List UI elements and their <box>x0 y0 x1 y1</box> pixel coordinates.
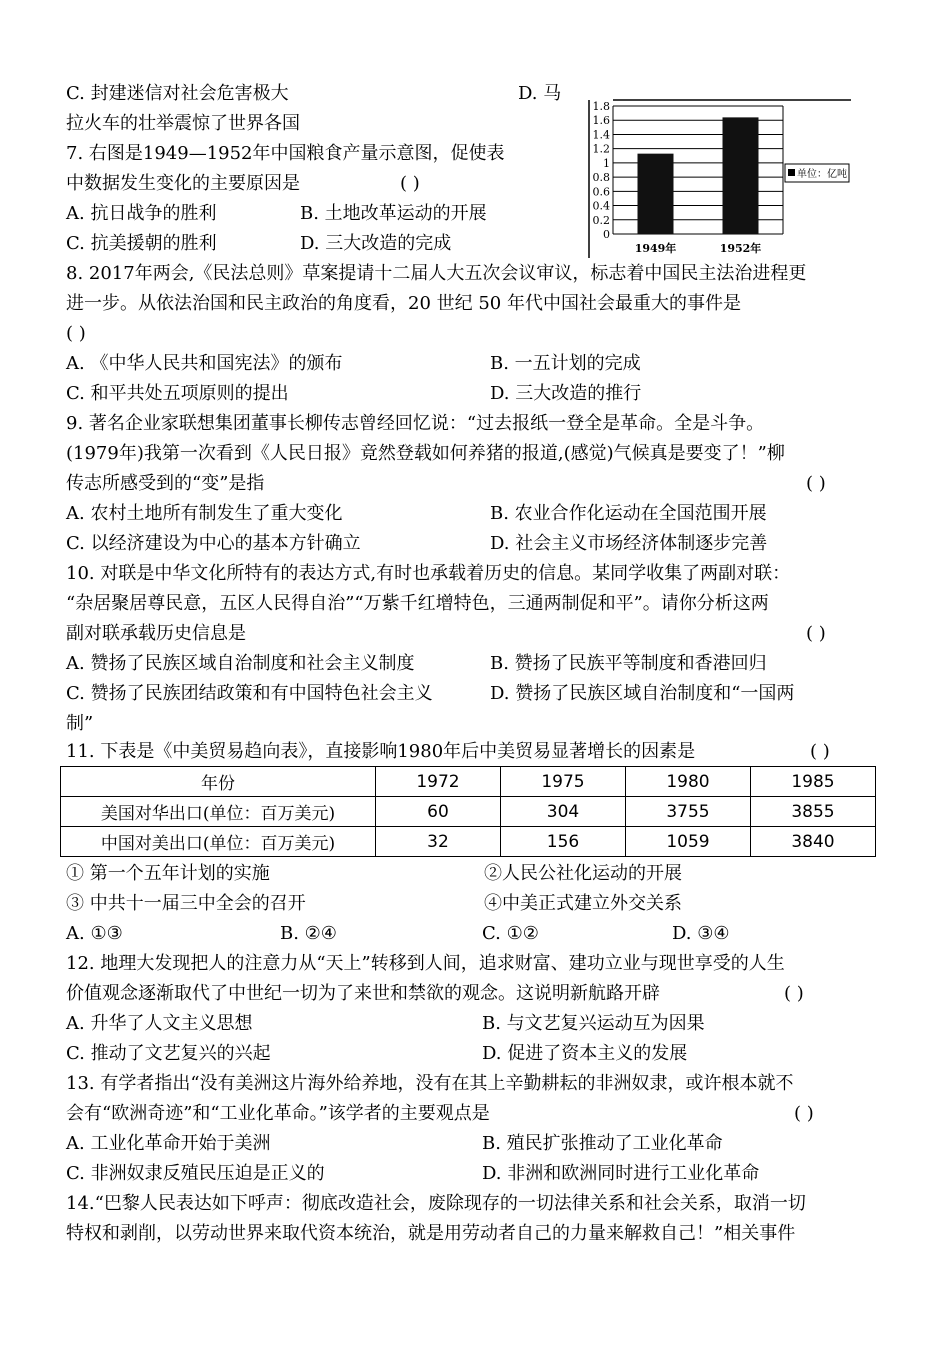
question-7-stem-cont: 中数据发生变化的主要原因是 <box>66 173 300 194</box>
table-header-cell: 1972 <box>376 767 501 797</box>
question-12-option-b: B. 与文艺复兴运动互为因果 <box>482 1013 705 1034</box>
chart-legend-label: 单位：亿吨 <box>797 169 847 180</box>
trade-table <box>60 766 876 857</box>
question-11-option-a: A. ①③ <box>66 923 123 944</box>
chart-x-tick-label: 1952年 <box>719 242 762 255</box>
table-header-cell: 1980 <box>626 767 751 797</box>
chart-y-tick-label: 0.2 <box>592 213 610 227</box>
question-14-stem-cont: 特权和剥削，以劳动世界来取代资本统治，就是用劳动者自己的力量来解救自己！”相关事件 <box>66 1223 796 1244</box>
question-7-option-a: A. 抗日战争的胜利 <box>66 203 217 224</box>
question-13-stem: 13. 有学者指出“没有美洲这片海外给养地，没有在其上辛勤耕耘的非洲奴隶，或许根本就不 <box>66 1073 794 1094</box>
question-10-stem: 10. 对联是中华文化所特有的表达方式,有时也承载着历史的信息。某同学收集了两副对联： <box>66 563 791 584</box>
question-9-option-a: A. 农村土地所有制发生了重大变化 <box>66 503 343 524</box>
chart-y-tick-label: 1 <box>603 156 610 170</box>
chart-y-tick-label: 0.4 <box>592 199 610 213</box>
question-11-item-4: ④中美正式建立外交关系 <box>484 893 682 914</box>
question-12-option-a: A. 升华了人文主义思想 <box>66 1013 253 1034</box>
question-9-option-d: D. 社会主义市场经济体制逐步完善 <box>490 533 768 554</box>
question-9-stem-end: 传志所感受到的“变”是指 <box>66 473 265 494</box>
table-cell: 美国对华出口(单位：百万美元) <box>61 797 376 827</box>
question-10-option-b: B. 赞扬了民族平等制度和香港回归 <box>490 653 767 674</box>
table-cell: 304 <box>501 797 626 827</box>
question-11-option-c: C. ①② <box>482 923 539 944</box>
option-d-prev: D. 马 <box>518 83 562 104</box>
question-10-option-d: D. 赞扬了民族区域自治制度和“一国两 <box>490 683 795 704</box>
question-10-couplets: “杂居聚居尊民意，五区人民得自治”“万紫千红增特色，三通两制促和平”。请你分析这两 <box>66 593 769 614</box>
table-cell: 156 <box>501 827 626 857</box>
table-cell: 3840 <box>751 827 876 857</box>
answer-blank-7: ( ) <box>400 173 420 194</box>
question-11-option-b: B. ②④ <box>280 923 337 944</box>
table-cell: 60 <box>376 797 501 827</box>
chart-bar <box>638 154 674 234</box>
question-8-stem: 8. 2017年两会,《民法总则》草案提请十二届人大五次会议审议，标志着中国民主法治进程更 <box>66 263 807 284</box>
answer-blank-11: ( ) <box>810 741 830 762</box>
question-12-stem-cont: 价值观念逐渐取代了中世纪一切为了来世和禁欲的观念。这说明新航路开辟 <box>66 983 660 1004</box>
question-14-stem: 14.“巴黎人民表达如下呼声：彻底改造社会，废除现存的一切法律关系和社会关系，取消一切 <box>66 1193 806 1214</box>
table-cell: 1059 <box>626 827 751 857</box>
answer-blank-12: ( ) <box>784 983 804 1004</box>
question-9-stem-cont: (1979年)我第一次看到《人民日报》竟然登载如何养猪的报道,(感觉)气候真是要变了！”柳 <box>66 443 785 464</box>
question-12-option-c: C. 推动了文艺复兴的兴起 <box>66 1043 271 1064</box>
chart-y-tick-label: 0.6 <box>592 185 610 199</box>
question-9-option-b: B. 农业合作化运动在全国范围开展 <box>490 503 767 524</box>
table-header-row <box>61 767 876 797</box>
question-8-option-a: A. 《中华人民共和国宪法》的颁布 <box>66 353 343 374</box>
question-10-stem-end: 副对联承载历史信息是 <box>66 623 246 644</box>
chart-y-tick-label: 1.6 <box>592 114 610 128</box>
chart-y-tick-label: 1.2 <box>592 142 610 156</box>
table-header-cell: 1975 <box>501 767 626 797</box>
question-7-option-c: C. 抗美援朝的胜利 <box>66 233 217 254</box>
question-9-stem: 9. 著名企业家联想集团董事长柳传志曾经回忆说：“过去报纸一登全是革命。全是斗争。 <box>66 413 765 434</box>
table-cell: 3855 <box>751 797 876 827</box>
chart-legend-swatch <box>788 169 795 176</box>
question-8-option-c: C. 和平共处五项原则的提出 <box>66 383 289 404</box>
grain-production-chart <box>585 98 853 262</box>
question-13-option-d: D. 非洲和欧洲同时进行工业化革命 <box>482 1163 760 1184</box>
chart-y-tick-label: 1.8 <box>592 100 610 113</box>
answer-blank-10: ( ) <box>806 623 826 644</box>
table-cell: 3755 <box>626 797 751 827</box>
answer-blank-13: ( ) <box>794 1103 814 1124</box>
question-13-stem-cont: 会有“欧洲奇迹”和“工业化革命。”该学者的主要观点是 <box>66 1103 490 1124</box>
question-10-option-a: A. 赞扬了民族区域自治制度和社会主义制度 <box>66 653 415 674</box>
question-13-option-a: A. 工业化革命开始于美洲 <box>66 1133 271 1154</box>
question-12-stem: 12. 地理大发现把人的注意力从“天上”转移到人间，追求财富、建功立业与现世享受的人生 <box>66 953 785 974</box>
question-11-item-3: ③ 中共十一届三中全会的召开 <box>66 893 306 914</box>
question-7-option-d: D. 三大改造的完成 <box>300 233 452 254</box>
question-10-option-c: C. 赞扬了民族团结政策和有中国特色社会主义 <box>66 683 433 704</box>
question-10-option-d-cont: 制” <box>66 713 94 734</box>
answer-blank-9: ( ) <box>806 473 826 494</box>
answer-blank-8: ( ) <box>66 323 86 344</box>
option-7c-prev: C. 封建迷信对社会危害极大 <box>66 83 289 104</box>
chart-x-tick-label: 1949年 <box>634 242 677 255</box>
table-row <box>61 827 876 857</box>
chart-y-tick-label: 1.4 <box>592 128 610 142</box>
table-header-cell: 1985 <box>751 767 876 797</box>
question-11-stem: 11. 下表是《中美贸易趋向表》，直接影响1980年后中美贸易显著增长的因素是 <box>66 741 696 762</box>
table-header-cell: 年份 <box>61 767 376 797</box>
table-row <box>61 797 876 827</box>
question-8-option-b: B. 一五计划的完成 <box>490 353 641 374</box>
option-d-prev-cont: 拉火车的壮举震惊了世界各国 <box>66 113 300 134</box>
question-7-option-b: B. 土地改革运动的开展 <box>300 203 487 224</box>
table-cell: 32 <box>376 827 501 857</box>
question-8-stem-cont: 进一步。从依法治国和民主政治的角度看，20 世纪 50 年代中国社会最重大的事件是 <box>66 293 741 314</box>
question-12-option-d: D. 促进了资本主义的发展 <box>482 1043 688 1064</box>
table-cell: 中国对美出口(单位：百万美元) <box>61 827 376 857</box>
chart-y-tick-label: 0 <box>603 228 610 241</box>
question-13-option-c: C. 非洲奴隶反殖民压迫是正义的 <box>66 1163 325 1184</box>
question-9-option-c: C. 以经济建设为中心的基本方针确立 <box>66 533 361 554</box>
chart-bar <box>723 117 759 234</box>
question-11-item-2: ②人民公社化运动的开展 <box>484 863 682 884</box>
question-13-option-b: B. 殖民扩张推动了工业化革命 <box>482 1133 723 1154</box>
question-11-item-1: ① 第一个五年计划的实施 <box>66 863 270 884</box>
question-11-option-d: D. ③④ <box>672 923 730 944</box>
question-8-option-d: D. 三大改造的推行 <box>490 383 642 404</box>
question-7-stem: 7. 右图是1949—1952年中国粮食产量示意图，促使表 <box>66 143 505 164</box>
chart-y-tick-label: 0.8 <box>592 171 610 185</box>
